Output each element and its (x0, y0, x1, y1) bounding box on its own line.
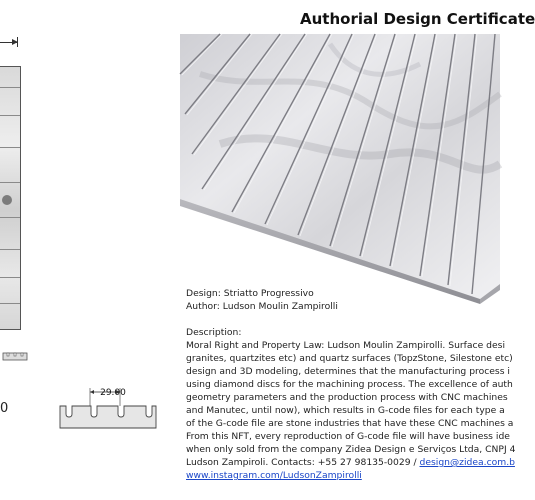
description-line: and Manutec, until now), which results in G-code files for each type a (186, 405, 505, 416)
description-line: Moral Right and Property Law: Ludson Moulin Zampirolli. Surface desi (186, 340, 505, 351)
email-link[interactable]: design@zidea.com.b (419, 457, 515, 468)
groove-line (0, 147, 20, 148)
groove-line (0, 277, 20, 278)
profile-symbol-icon (2, 350, 28, 362)
contacts-line (186, 457, 515, 468)
certificate-title: Authorial Design Certificate (300, 10, 535, 28)
instagram-link[interactable]: www.instagram.com/LudsonZampirolli (186, 470, 362, 481)
description-line: From this NFT, every reproduction of G-code file will have business ide (186, 431, 510, 442)
instagram-line (186, 470, 362, 481)
groove-line (0, 249, 20, 250)
description-line: of the G-code file are stone industries that have these CNC machines a (186, 418, 514, 429)
groove-line (0, 182, 20, 183)
groove-line (0, 87, 20, 88)
author-name: Author: Ludson Moulin Zampirolli (186, 301, 338, 312)
panel-side-drawing (0, 66, 21, 330)
description-line: using diamond discs for the machining process. The excellence of auth (186, 379, 513, 390)
profile-dimension-label: 29.00 (100, 388, 126, 398)
contacts-text: Ludson Zampiroli. Contacts: +55 27 98135-0029 / (186, 457, 420, 468)
groove-line (0, 217, 20, 218)
dimension-tick (17, 37, 18, 47)
description-line: design and 3D modeling, determines that the manufacturing process i (186, 366, 510, 377)
description-label: Description: (186, 327, 242, 338)
stone-vein-mark (2, 195, 12, 205)
groove-line (0, 303, 20, 304)
description-line: when only sold from the company Zidea Design e Serviços Ltda, CNPJ 4 (186, 444, 516, 455)
description-line: geometry parameters and the production process with CNC machines (186, 392, 508, 403)
design-name: Design: Striatto Progressivo (186, 288, 314, 299)
left-drawing-label: 0 (0, 401, 9, 416)
groove-line (0, 115, 20, 116)
panel-render-image (180, 34, 500, 304)
description-line: granites, quartzites etc) and quartz surfaces (TopzStone, Silestone etc) (186, 353, 513, 364)
